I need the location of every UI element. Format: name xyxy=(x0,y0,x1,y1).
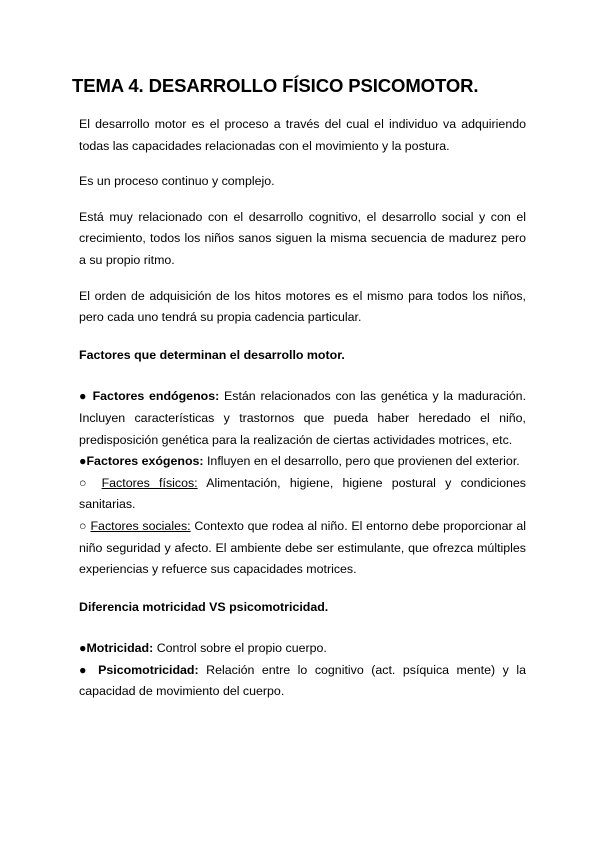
term-motricity: Motricidad: xyxy=(86,641,154,656)
text-endogenous: Están relacionados con las genética y la maduración. Incluyen características y trastornos que pueda haber heredado el niño, predisposición genética para la realización de ciertas actividades motrices, etc. xyxy=(79,389,527,447)
list-item-exogenous xyxy=(79,451,526,473)
paragraph-related: Está muy relacionado con el desarrollo cognitivo, el desarrollo social y con el crecimiento, todos los niños sanos siguen la misma secuencia de madurez pero a su propio ritmo. xyxy=(79,209,526,267)
section-heading-factors: Factores que determinan el desarrollo motor. xyxy=(79,347,345,362)
term-psychomotricity: Psicomotricidad: xyxy=(98,662,199,677)
text-psychomotricity: Relación entre lo cognitivo (act. psíquica mente) y la capacidad de movimiento del cuerpo. xyxy=(79,662,527,699)
term-physical: Factores físicos: xyxy=(101,475,198,490)
intro-paragraph: El desarrollo motor es el proceso a través del cual el individuo va adquiriendo todas las capacidades relacionadas con el movimiento y la postura. xyxy=(79,117,526,153)
list-item-psychomotricity xyxy=(79,660,526,703)
bullet-icon: ● xyxy=(79,454,87,469)
text-physical: Alimentación, higiene, higiene postural y condiciones sanitarias. xyxy=(79,475,527,512)
text-motricity: Control sobre el propio cuerpo. xyxy=(153,641,327,656)
paragraph-continuous: Es un proceso continuo y complejo. xyxy=(79,174,275,189)
text-social: Contexto que rodea al niño. El entorno debe proporcionar al niño seguridad y afecto. El ambiente debe ser estimulante, que ofrezca múltiples experiencias y refuerce sus capacidades motrices. xyxy=(79,518,526,577)
hollow-bullet-icon: ○ xyxy=(79,475,93,490)
list-item-motricity xyxy=(79,638,526,660)
bullet-icon: ● xyxy=(79,662,91,677)
bullet-icon: ● xyxy=(79,641,87,656)
bullet-icon: ● xyxy=(79,389,88,404)
text-exogenous: Influyen en el desarrollo, pero que provienen del exterior. xyxy=(203,454,520,469)
list-item-social xyxy=(79,516,526,581)
document-body xyxy=(79,114,526,703)
term-exogenous: Factores exógenos: xyxy=(86,454,204,469)
section-heading-difference: Diferencia motricidad VS psicomotricidad. xyxy=(79,599,329,614)
hollow-bullet-icon: ○ xyxy=(79,518,87,533)
list-item-physical xyxy=(79,473,526,516)
paragraph-order: El orden de adquisición de los hitos motores es el mismo para todos los niños, pero cada uno tendrá su propia cadencia particular. xyxy=(79,288,526,325)
term-endogenous: Factores endógenos: xyxy=(92,389,220,404)
page-title: TEMA 4. DESARROLLO FÍSICO PSICOMOTOR. xyxy=(72,75,479,96)
term-social: Factores sociales: xyxy=(90,518,191,533)
list-item-endogenous xyxy=(79,386,526,451)
